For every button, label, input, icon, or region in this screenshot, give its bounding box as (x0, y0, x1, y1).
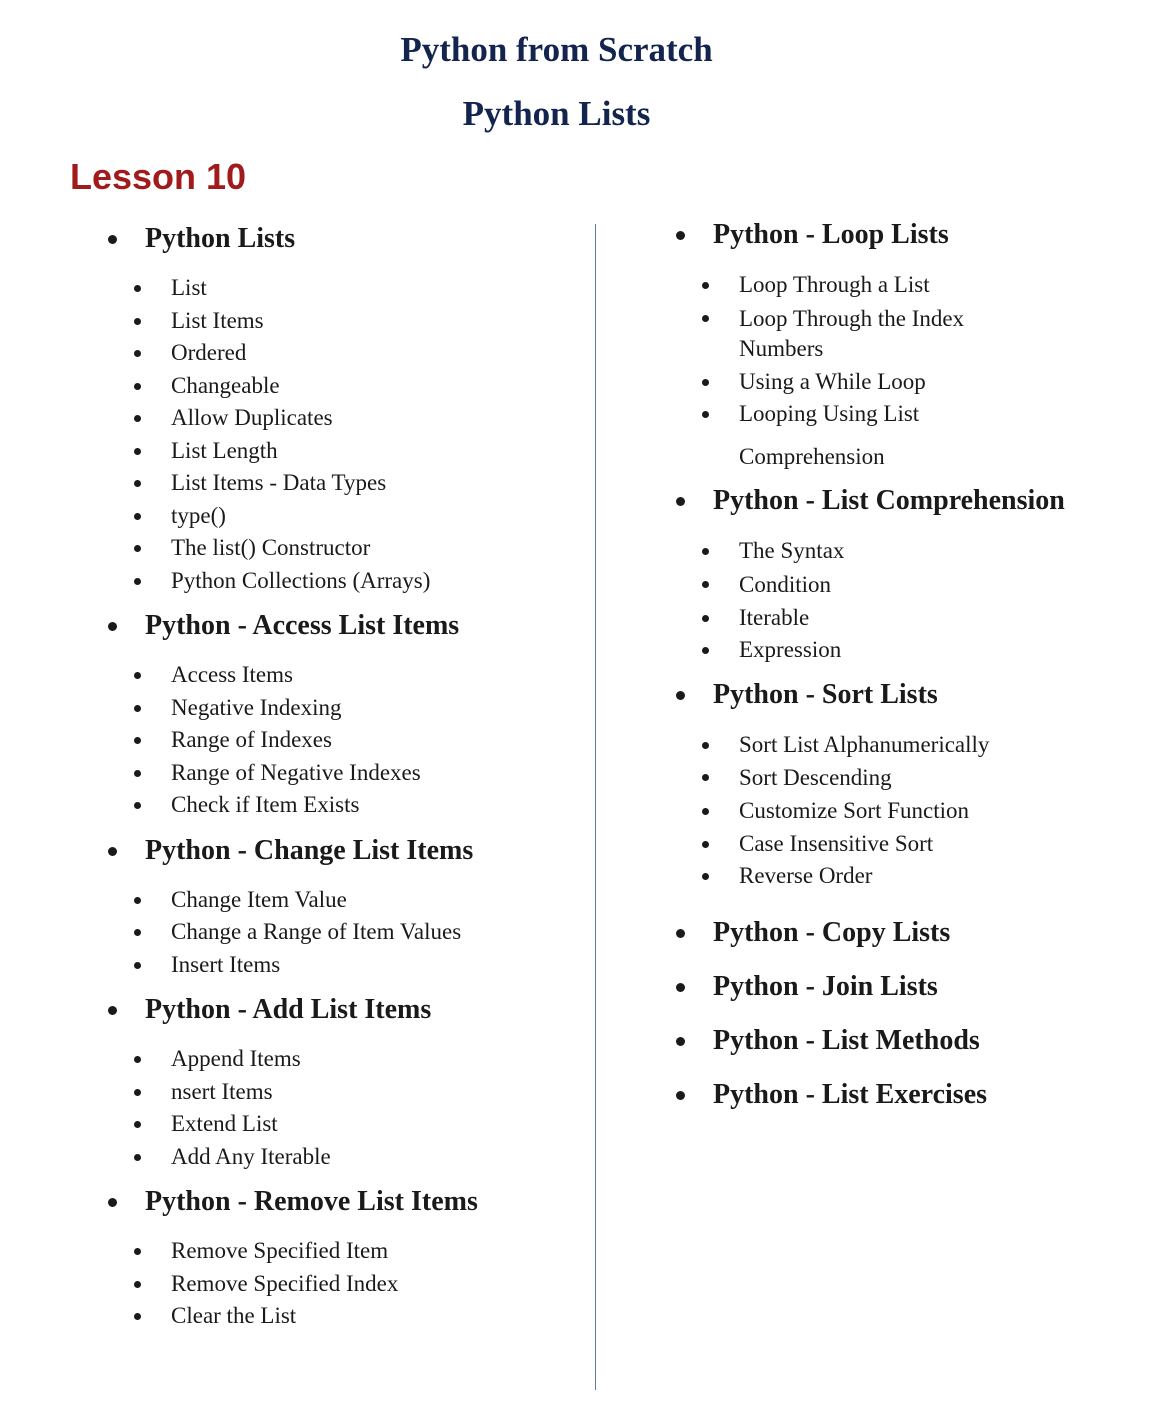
subtopic-list (145, 869, 585, 993)
list-item: Negative Indexing (105, 692, 585, 725)
subtopic-list (713, 253, 1153, 483)
list-item: The list() Constructor (105, 532, 585, 565)
section-title: Python - Change List Items (145, 834, 474, 866)
list-item: List Items - Data Types (105, 467, 585, 500)
list-item: Allow Duplicates (105, 402, 585, 435)
section-list-exercises (673, 1077, 1153, 1113)
list-item: Change Item Value (105, 884, 585, 917)
list-item: List Length (105, 435, 585, 468)
subtopic-list (145, 1028, 585, 1184)
section-change-list-items (105, 833, 585, 993)
list-item: Range of Indexes (105, 724, 585, 757)
list-item: Check if Item Exists (105, 789, 585, 822)
list-item: List (105, 272, 585, 305)
list-item: Loop Through the Index Numbers (673, 302, 1153, 366)
list-item: type() (105, 500, 585, 533)
section-title: Python - Copy Lists (713, 916, 951, 948)
list-item-continuation: Comprehension (739, 443, 885, 469)
column-divider (595, 224, 596, 1390)
list-item: Loop Through a List (673, 269, 1153, 302)
list-item: Change a Range of Item Values (105, 916, 585, 949)
left-topic-column (105, 221, 585, 1344)
right-topic-column (673, 217, 1153, 1131)
section-title: Python - Access List Items (145, 610, 460, 641)
list-item: Python Collections (Arrays) (105, 565, 585, 598)
section-title: Python - Join Lists (713, 970, 938, 1002)
list-item: Range of Negative Indexes (105, 757, 585, 790)
list-item: Using a While Loop (673, 366, 1153, 399)
section-title: Python - List Methods (713, 1024, 980, 1056)
list-item: Looping Using List (673, 398, 1153, 431)
lesson-label: Lesson 10 (70, 156, 247, 197)
subtopic-list (713, 713, 1153, 915)
section-sort-lists (673, 677, 1153, 915)
section-add-list-items (105, 992, 585, 1184)
list-item: Customize Sort Function (673, 795, 1153, 828)
document-title: Python from Scratch (400, 30, 713, 69)
subtopic-list (145, 257, 585, 608)
list-item: Reverse Order (673, 860, 1153, 893)
section-list-comprehension (673, 483, 1153, 677)
list-item: Expression (673, 634, 1153, 667)
list-item: Iterable (673, 602, 1153, 635)
subtopic-list (145, 644, 585, 833)
section-title: Python - List Exercises (713, 1078, 988, 1110)
list-item: Remove Specified Index (105, 1268, 585, 1301)
list-item: Remove Specified Item (105, 1235, 585, 1268)
list-item: Sort Descending (673, 761, 1153, 795)
section-loop-lists (673, 217, 1153, 483)
section-title: Python - Sort Lists (713, 678, 938, 710)
section-join-lists (673, 969, 1153, 1005)
section-title: Python - Loop Lists (713, 219, 949, 250)
section-title: Python - Add List Items (145, 994, 432, 1025)
list-item: List Items (105, 305, 585, 338)
section-title: Python Lists (145, 223, 296, 254)
list-item: Insert Items (105, 949, 585, 982)
list-item: nsert Items (105, 1076, 585, 1109)
list-item: Case Insensitive Sort (673, 828, 1153, 861)
list-item: Condition (673, 568, 1153, 602)
list-item: Append Items (105, 1043, 585, 1076)
section-remove-list-items (105, 1184, 585, 1344)
list-item: The Syntax (673, 535, 1153, 568)
list-item: Add Any Iterable (105, 1141, 585, 1174)
section-list-methods (673, 1023, 1153, 1059)
subtopic-list (145, 1220, 585, 1344)
list-item: Changeable (105, 370, 585, 403)
list-item: Ordered (105, 337, 585, 370)
list-item: Sort List Alphanumerically (673, 729, 1153, 762)
document-subtitle: Python Lists (462, 94, 651, 133)
list-item: Extend List (105, 1108, 585, 1141)
section-access-list-items (105, 608, 585, 833)
list-item: Clear the List (105, 1300, 585, 1333)
section-python-lists (105, 221, 585, 608)
section-copy-lists (673, 915, 1153, 951)
list-item: Access Items (105, 659, 585, 692)
section-title: Python - List Comprehension (713, 485, 1065, 516)
section-title: Python - Remove List Items (145, 1186, 478, 1217)
subtopic-list (713, 519, 1153, 677)
